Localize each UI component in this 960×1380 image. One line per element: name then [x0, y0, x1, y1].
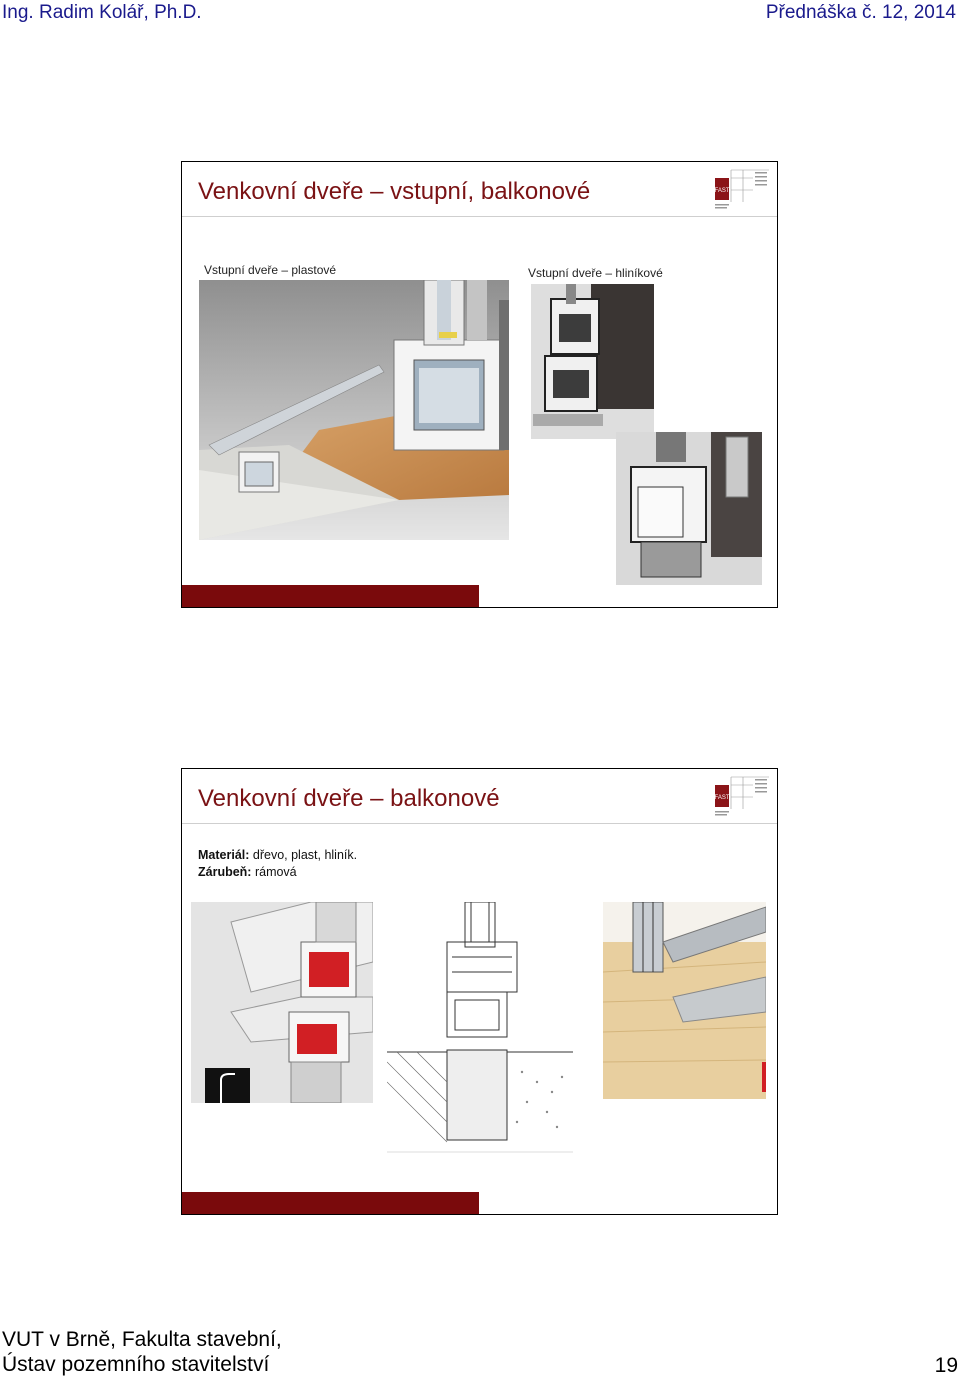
plastic-door-profile-image: [199, 280, 509, 540]
slide-1-footer-bar: [182, 585, 479, 607]
slide-1-title: Venkovní dveře – vstupní, balkonové: [198, 178, 591, 205]
slide-2: [181, 768, 778, 1215]
fast-logo: [713, 168, 771, 212]
fast-logo: [713, 775, 771, 819]
caption-plastic: Vstupní dveře – plastové: [204, 263, 337, 277]
footer-line-2: Ústav pozemního stavitelství: [2, 1353, 270, 1376]
caption-aluminium: Vstupní dveře – hliníkové: [528, 266, 663, 280]
aluminium-door-profile-image-1: [531, 284, 654, 439]
slide-2-text: [198, 847, 357, 881]
header-author: Ing. Radim Kolář, Ph.D.: [2, 2, 202, 23]
slide-2-title: Venkovní dveře – balkonové: [198, 785, 500, 812]
slide-1: [181, 161, 778, 608]
material-line: [198, 847, 357, 864]
plastic-balcony-profile-image: [191, 902, 373, 1103]
material-label: Materiál:: [198, 848, 250, 862]
material-value: dřevo, plast, hliník.: [249, 848, 358, 862]
aluminium-door-profile-image-2: [616, 432, 762, 585]
slide-2-rule: [182, 823, 777, 824]
threshold-technical-drawing: [387, 902, 573, 1154]
page-number: 19: [934, 1354, 958, 1377]
slide-1-rule: [182, 216, 777, 217]
wooden-balcony-profile-image: [603, 902, 766, 1099]
svg-text:FAST: FAST: [714, 188, 730, 194]
frame-line: [198, 864, 357, 881]
svg-text:FAST: FAST: [714, 795, 730, 801]
slide-2-footer-bar: [182, 1192, 479, 1214]
footer-line-1: VUT v Brně, Fakulta stavební,: [2, 1328, 282, 1351]
frame-value: rámová: [251, 865, 297, 879]
frame-label: Zárubeň:: [198, 865, 252, 879]
header-lecture: Přednáška č. 12, 2014: [765, 2, 956, 23]
